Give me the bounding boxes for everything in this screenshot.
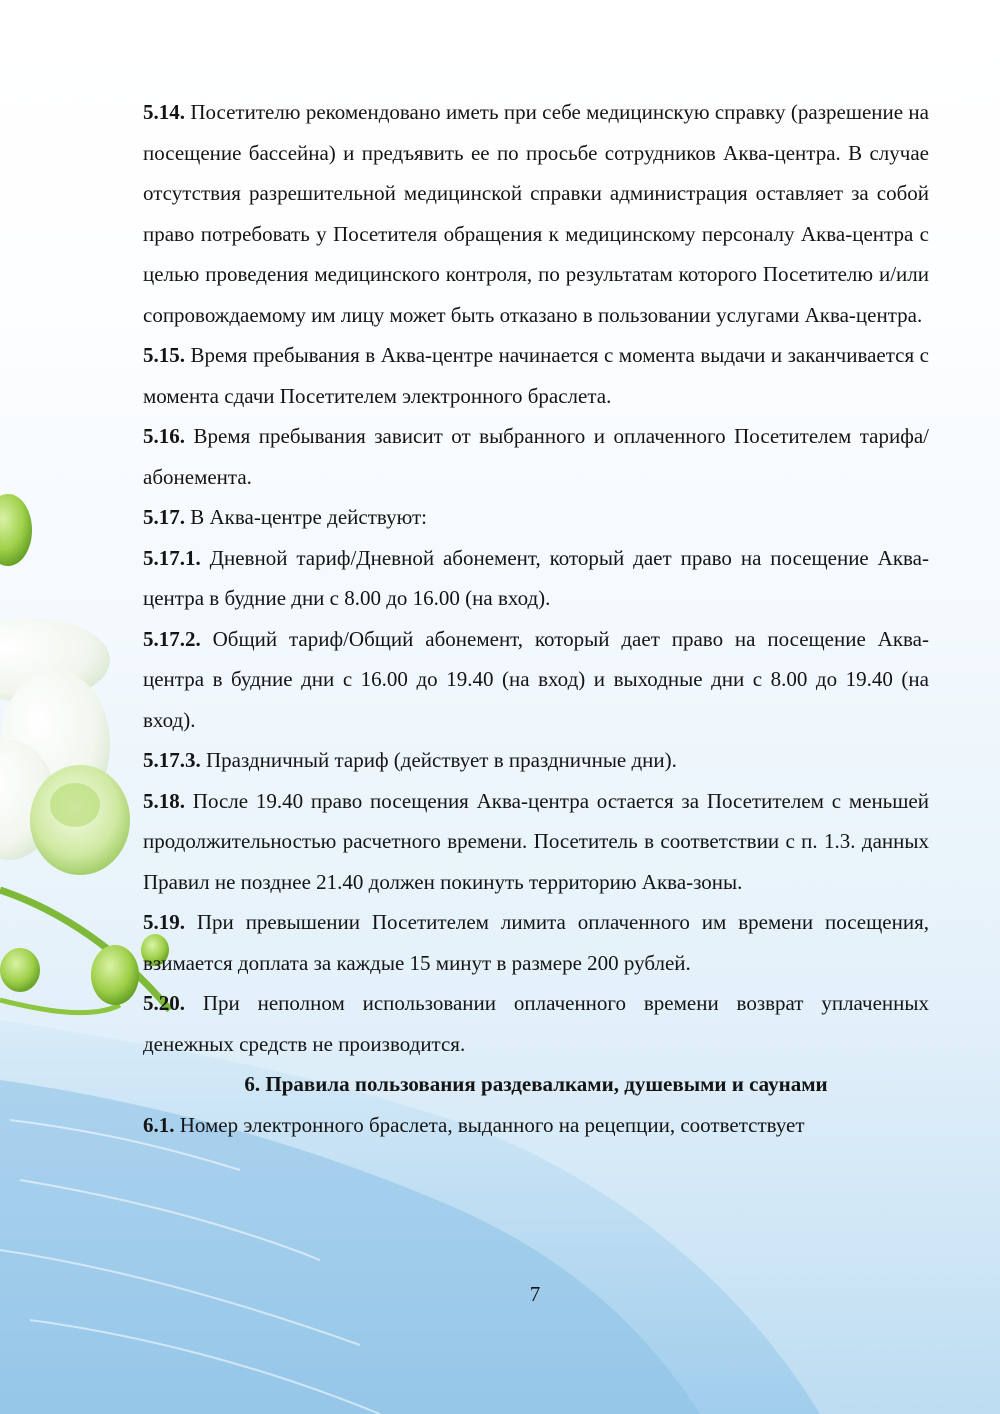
- paragraph-5-17: [143, 497, 929, 538]
- paragraph-5-17-3: [143, 740, 929, 781]
- paragraph-5-19: [143, 902, 929, 983]
- paragraph-6-1: [143, 1105, 929, 1146]
- paragraph-number: 5.17.1.: [143, 545, 201, 570]
- paragraph-5-20: [143, 983, 929, 1064]
- paragraph-text: После 19.40 право посещения Аква-центра остается за Посетителем с меньшей продолжительностью расчетного времени. Посетитель в соответствии с п. 1.3. данных Правил не позднее 21.40 должен покинуть территорию Аква-зоны.: [143, 788, 929, 894]
- page-number: 7: [529, 1282, 541, 1306]
- paragraph-text: При неполном использовании оплаченного времени возврат уплаченных денежных средств не производится.: [143, 991, 929, 1056]
- paragraph-number: 5.17.3.: [143, 748, 201, 772]
- paragraph-text: В Аква-центре действуют:: [185, 505, 427, 529]
- paragraph-5-17-1: [143, 538, 929, 619]
- paragraph-number: 5.19.: [143, 910, 185, 934]
- paragraph-text: Время пребывания в Аква-центре начинается с момента выдачи и заканчивается с момента сдачи Посетителем электронного браслета.: [143, 343, 929, 408]
- document-body: [143, 92, 929, 1145]
- paragraph-5-16: [143, 416, 929, 497]
- section-heading: 6. Правила пользования раздевалками, душевыми и саунами: [244, 1072, 828, 1096]
- paragraph-number: 5.16.: [143, 424, 185, 448]
- paragraph-5-17-2: [143, 619, 929, 741]
- paragraph-number: 5.17.: [143, 505, 185, 529]
- paragraph-number: 5.18.: [143, 788, 185, 813]
- paragraph-text: Время пребывания зависит от выбранного и оплаченного Посетителем тарифа/абонемента.: [143, 424, 929, 489]
- paragraph-number: 5.15.: [143, 343, 185, 367]
- paragraph-number: 5.20.: [143, 991, 185, 1015]
- paragraph-number: 5.14.: [143, 100, 185, 124]
- paragraph-text: При превышении Посетителем лимита оплаченного им времени посещения, взимается доплата за каждые 15 минут в размере 200 рублей.: [143, 910, 929, 975]
- paragraph-number: 5.17.2.: [143, 626, 201, 651]
- paragraph-text: Общий тариф/Общий абонемент, который дает право на посещение Аква-центра в будние дни с 16.00 до 19.40 (на вход) и выходные дни с 8.00 до 19.40 (на вход).: [143, 626, 929, 732]
- paragraph-5-18: [143, 781, 929, 903]
- paragraph-text: Дневной тариф/Дневной абонемент, который дает право на посещение Аква-центра в будние дни с 8.00 до 16.00 (на вход).: [143, 545, 929, 610]
- paragraph-text: Посетителю рекомендовано иметь при себе медицинскую справку (разрешение на посещение бассейна) и предъявить ее по просьбе сотрудников Аква-центра. В случае отсутствия разрешительной медицинской справки администрация оставляет за собой право потребовать у Посетителя обращения к медицинскому персоналу Аква-центра с целью проведения медицинского контроля, по результатам которого Посетителю и/или сопровождаемому им лицу может быть отказано в пользовании услугами Аква-центра.: [143, 100, 929, 327]
- paragraph-5-15: [143, 335, 929, 416]
- paragraph-text: Праздничный тариф (действует в праздничные дни).: [200, 748, 677, 772]
- paragraph-text: Номер электронного браслета, выданного на рецепции, соответствует: [174, 1112, 805, 1137]
- paragraph-number: 6.1.: [143, 1112, 175, 1137]
- paragraph-5-14: [143, 92, 929, 335]
